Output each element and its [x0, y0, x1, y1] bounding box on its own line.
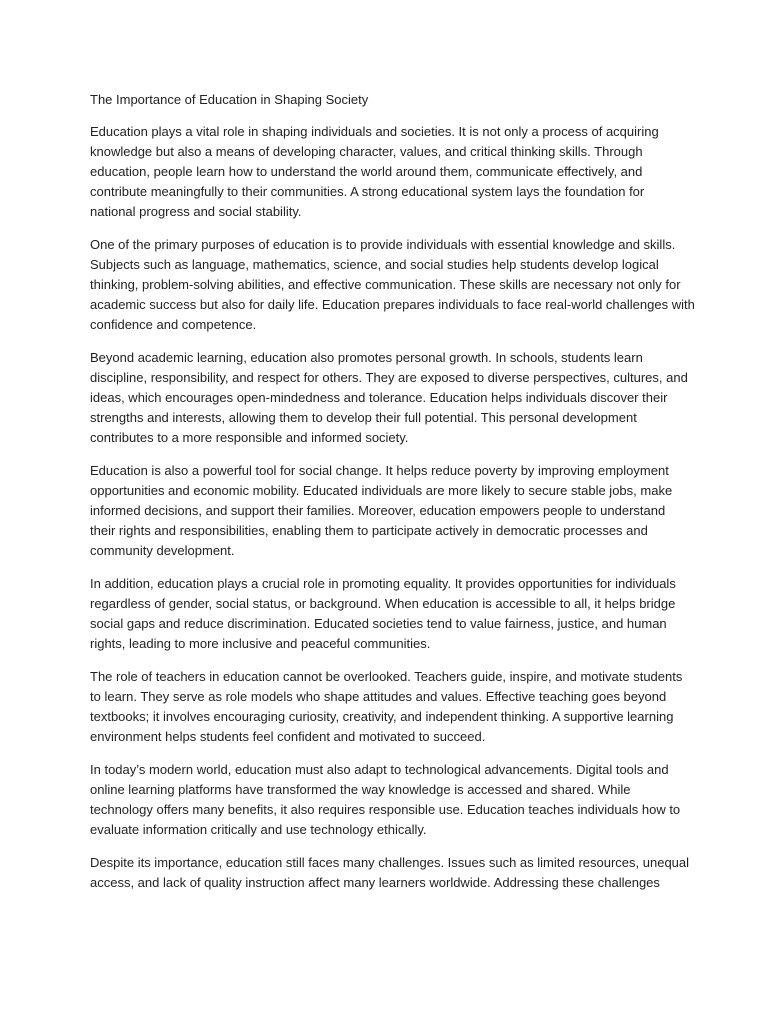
paragraph-line: informed decisions, and support their families. Moreover, education empowers people to understand [90, 503, 666, 518]
paragraph-line: technology offers many benefits, it also requires responsible use. Education teaches individuals how to [90, 802, 681, 817]
paragraph-2 [90, 235, 695, 335]
paragraph-line: education, people learn how to understand the world around them, communicate effectively, and [90, 164, 643, 179]
paragraph-line: Education is also a powerful tool for social change. It helps reduce poverty by improving employment [90, 463, 669, 478]
paragraph-line: rights, leading to more inclusive and peaceful communities. [90, 636, 431, 651]
paragraph-line: In today’s modern world, education must also adapt to technological advancements. Digital tools and [90, 762, 669, 777]
paragraph-line: opportunities and economic mobility. Educated individuals are more likely to secure stable jobs, make [90, 483, 673, 498]
paragraph-line: evaluate information critically and use technology ethically. [90, 822, 427, 837]
paragraph-line: Beyond academic learning, education also promotes personal growth. In schools, students learn [90, 350, 643, 365]
paragraph-line: to learn. They serve as role models who shape attitudes and values. Effective teaching goes beyond [90, 689, 667, 704]
paragraph-line: ideas, which encourages open-mindedness and tolerance. Education helps individuals discover their [90, 390, 668, 405]
paragraph-line: contributes to a more responsible and informed society. [90, 430, 409, 445]
paragraph-line: social gaps and reduce discrimination. Educated societies tend to value fairness, justice, and human [90, 616, 667, 631]
paragraph-line: Subjects such as language, mathematics, science, and social studies help students develop logical [90, 257, 659, 272]
paragraph-line: environment helps students feel confident and motivated to succeed. [90, 729, 486, 744]
paragraph-line: strengths and interests, allowing them to develop their full potential. This personal development [90, 410, 637, 425]
document-page [90, 90, 695, 906]
paragraph-line: textbooks; it involves encouraging curiosity, creativity, and independent thinking. A supportive learning [90, 709, 674, 724]
paragraph-line: In addition, education plays a crucial role in promoting equality. It provides opportunities for individuals [90, 576, 676, 591]
paragraph-line: community development. [90, 543, 235, 558]
paragraph-1 [90, 122, 686, 222]
paragraph-line: confidence and competence. [90, 317, 257, 332]
paragraph-line: contribute meaningfully to their communities. A strong educational system lays the foundation for [90, 184, 645, 199]
paragraph-line: their rights and responsibilities, enabling them to participate actively in democratic processes and [90, 523, 648, 538]
paragraph-8 [90, 853, 690, 893]
paragraph-line: access, and lack of quality instruction affect many learners worldwide. Addressing these challenges [90, 875, 660, 890]
paragraph-line: The role of teachers in education cannot be overlooked. Teachers guide, inspire, and motivate students [90, 669, 683, 684]
paragraph-line: thinking, problem-solving abilities, and effective communication. These skills are necessary not only for [90, 277, 681, 292]
paragraph-4 [90, 461, 686, 561]
paragraph-line: knowledge but also a means of developing character, values, and critical thinking skills. Through [90, 144, 643, 159]
paragraph-6 [90, 667, 686, 747]
document-title: The Importance of Education in Shaping Society [90, 92, 369, 107]
paragraph-line: Education plays a vital role in shaping individuals and societies. It is not only a process of acquiring [90, 124, 659, 139]
paragraph-line: discipline, responsibility, and respect for others. They are exposed to diverse perspectives, cultures, and [90, 370, 688, 385]
paragraph-line: national progress and social stability. [90, 204, 302, 219]
paragraph-line: online learning platforms have transformed the way knowledge is accessed and shared. While [90, 782, 631, 797]
paragraph-line: One of the primary purposes of education is to provide individuals with essential knowledge and skills. [90, 237, 676, 252]
paragraph-line: Despite its importance, education still faces many challenges. Issues such as limited resources, unequal [90, 855, 690, 870]
paragraph-line: regardless of gender, social status, or background. When education is accessible to all, it helps bridge [90, 596, 676, 611]
paragraph-line: academic success but also for daily life. Education prepares individuals to face real-world challenges with [90, 297, 695, 312]
paragraph-5 [90, 574, 686, 654]
paragraph-7 [90, 760, 686, 840]
paragraph-3 [90, 348, 686, 448]
